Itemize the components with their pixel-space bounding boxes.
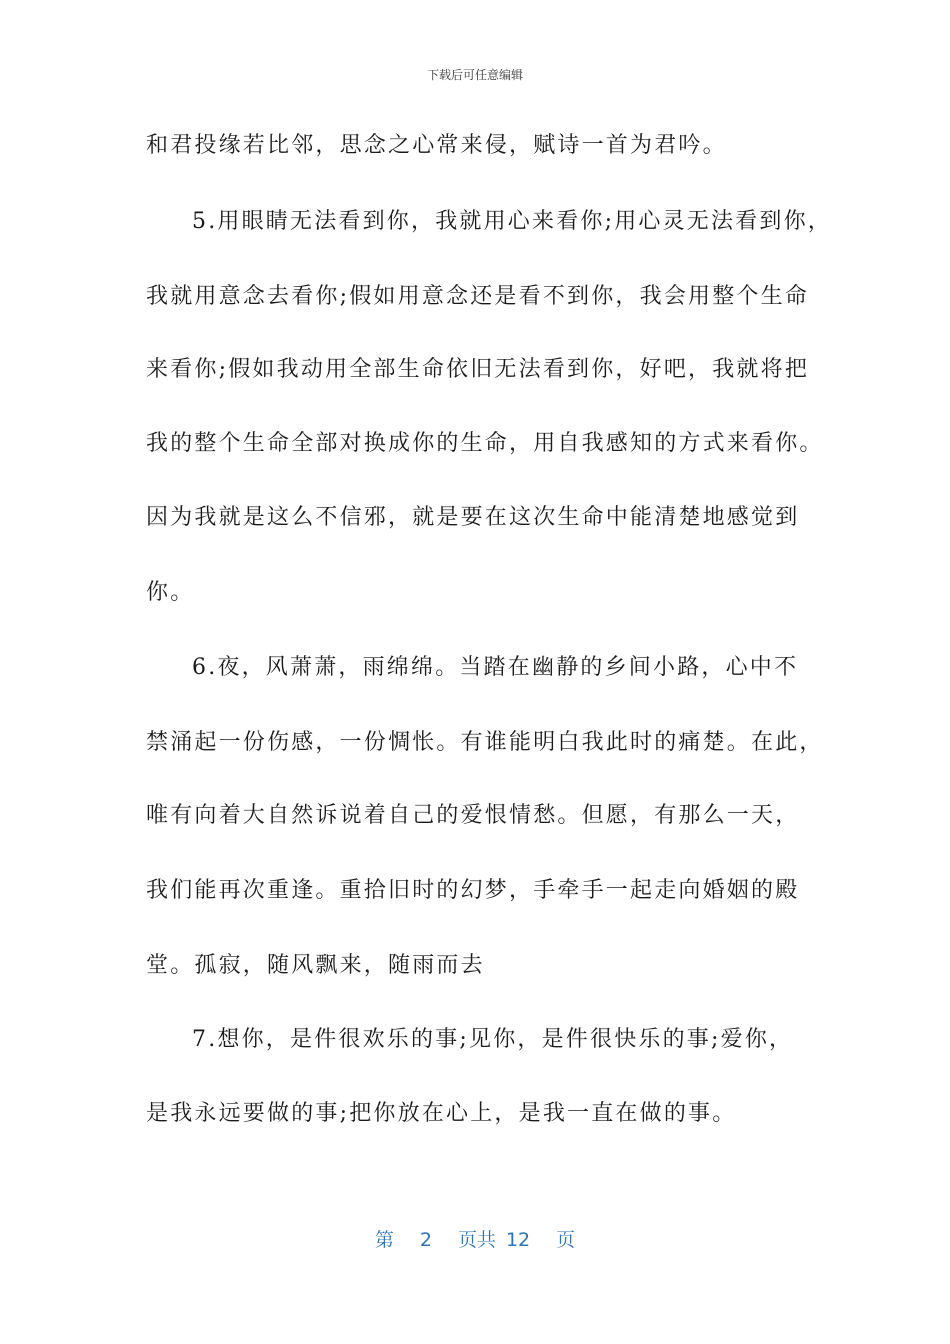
text-line: 你。: [146, 580, 195, 605]
footer-suffix: 页: [556, 1229, 576, 1251]
text-line: 5.用眼睛无法看到你，我就用心来看你;用心灵无法看到你，: [192, 209, 833, 234]
text-line: 来看你;假如我动用全部生命依旧无法看到你，好吧，我就将把: [146, 357, 810, 382]
header-note: 下载后可任意编辑: [426, 68, 523, 82]
footer-current-page: 2: [419, 1229, 432, 1251]
footer-total-pages: 12: [505, 1229, 531, 1251]
text-line: 是我永远要做的事;把你放在心上，是我一直在做的事。: [146, 1101, 737, 1126]
text-line: 我的整个生命全部对换成你的生命，用自我感知的方式来看你。: [146, 431, 824, 456]
text-line: 禁涌起一份伤感，一份惆怅。有谁能明白我此时的痛楚。在此，: [146, 730, 824, 755]
page-number-footer: [0, 1225, 950, 1252]
text-line: 唯有向着大自然诉说着自己的爱恨情愁。但愿，有那么一天，: [146, 803, 800, 828]
text-line: 7.想你，是件很欢乐的事;见你，是件很快乐的事;爱你，: [192, 1027, 794, 1052]
text-line: 因为我就是这么不信邪，就是要在这次生命中能清楚地感觉到: [146, 505, 800, 530]
text-line: 和君投缘若比邻，思念之心常来侵，赋诗一首为君吟。: [146, 133, 727, 158]
text-line: 我就用意念去看你;假如用意念还是看不到你，我会用整个生命: [146, 284, 810, 309]
text-line: 堂。孤寂，随风飘来，随雨而去: [146, 953, 485, 978]
text-line: 6.夜，风萧萧，雨绵绵。当踏在幽静的乡间小路，心中不: [192, 655, 799, 680]
text-line: 我们能再次重逢。重拾旧时的幻梦，手牵手一起走向婚姻的殿: [146, 878, 800, 903]
footer-prefix: 第: [374, 1229, 394, 1251]
footer-middle: 页共: [457, 1229, 496, 1251]
